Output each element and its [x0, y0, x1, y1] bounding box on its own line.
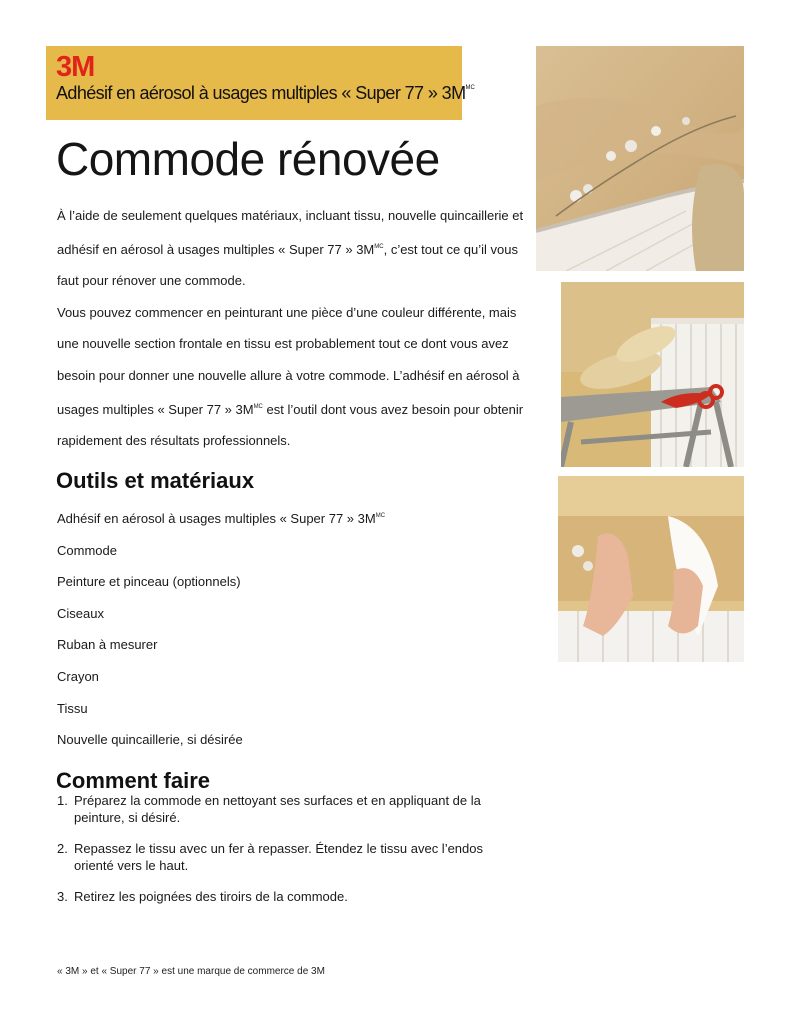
3m-logo: 3M [56, 51, 95, 83]
product-subtitle: Adhésif en aérosol à usages multiples « Super 77 » $3M^{MC}$ [56, 83, 475, 103]
step-item [57, 793, 497, 826]
trademark-mark: MC [253, 403, 263, 410]
list-item: Ruban à mesurer [57, 637, 158, 653]
list-item: Nouvelle quincaillerie, si désirée [57, 732, 243, 748]
list-item: Crayon [57, 668, 99, 684]
step-number: 2. [57, 841, 68, 856]
list-item: Adhésif en aérosol à usages multiples « Super 77 » $3M^{MC}$ [57, 511, 386, 526]
list-item: Commode [57, 542, 117, 558]
tools-heading: Outils et matériaux [56, 468, 255, 493]
trademark-mark: MC [465, 85, 475, 91]
step-item [57, 889, 497, 906]
list-item: Ciseaux [57, 605, 104, 621]
step-number: 3. [57, 889, 68, 904]
intro-paragraph-2: Vous pouvez commencer en peinturant une pièce d’une couleur différente, mais une nouvelle section frontale en tissu est probablement tout ce dont vous avez besoin pour donner une nouvelle allure à votre commode. L’adhésif en aérosol à usages multiples « Super 77 » $3M^{MC}$ est l’outil dont vous avez besoin pour obtenir rapidement des résultats professionnels. [57, 304, 524, 449]
steps-list [57, 793, 497, 921]
step-item [57, 841, 497, 874]
page-title: Commode rénovée [56, 133, 440, 185]
wallpaper-border-photo [536, 46, 744, 271]
intro-paragraph-1: À l’aide de seulement quelques matériaux, incluant tissu, nouvelle quincaillerie et adhésif en aérosol à usages multiples « Super 77 » $3M^{MC}$, c’est tout ce qu’il vous faut pour rénover une commode. [57, 208, 524, 289]
how-to-heading: Comment faire [56, 768, 211, 793]
trademark-mark: MC [374, 243, 384, 250]
tools-list [57, 501, 385, 756]
list-item: Peinture et pinceau (optionnels) [57, 574, 241, 590]
ladder-rolls-photo [561, 282, 744, 467]
header-banner [46, 46, 475, 120]
hands-applying-border-photo [558, 476, 744, 662]
intro-text [57, 200, 537, 457]
step-text: Repassez le tissu avec un fer à repasser. Étendez le tissu avec l’endos orienté vers le haut. [74, 841, 483, 873]
step-text: Préparez la commode en nettoyant ses surfaces et en appliquant de la peinture, si désiré. [74, 793, 481, 825]
trademark-footer: « 3M » et « Super 77 » est une marque de commerce de 3M [57, 966, 325, 977]
step-text: Retirez les poignées des tiroirs de la commode. [74, 889, 348, 904]
list-item: Tissu [57, 700, 88, 716]
trademark-mark: MC [375, 513, 386, 519]
step-number: 1. [57, 793, 68, 808]
